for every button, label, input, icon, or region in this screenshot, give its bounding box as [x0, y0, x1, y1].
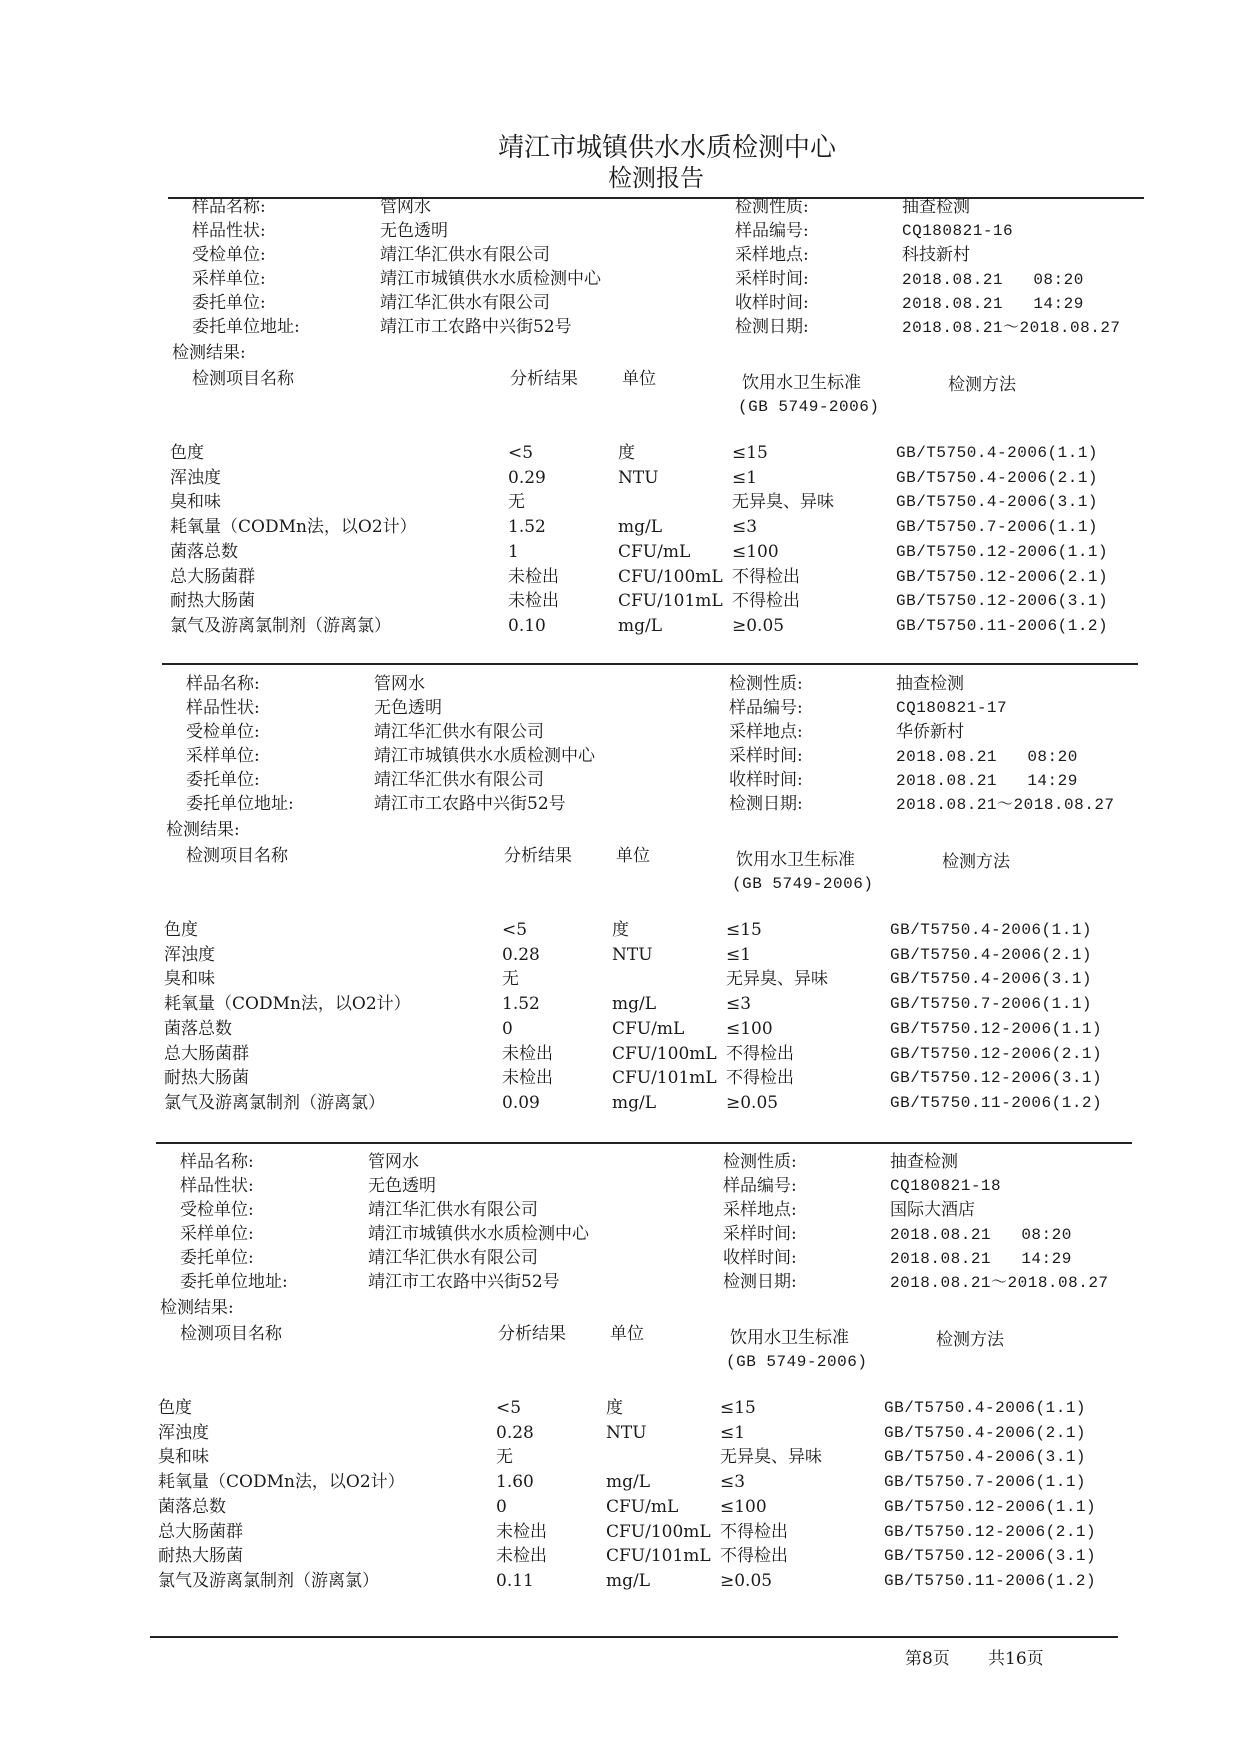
row-unit: 度 — [606, 1398, 623, 1418]
row-result: 无 — [496, 1447, 513, 1467]
label-sampling-time: 采样时间: — [729, 746, 803, 766]
row-item: 总大肠菌群 — [158, 1522, 243, 1542]
label-sampling-time: 采样时间: — [723, 1224, 797, 1244]
receiving-time: 2018.08.21 14:29 — [896, 772, 1078, 790]
row-item: 氯气及游离氯制剂（游离氯） — [158, 1571, 379, 1591]
label-sampling-site: 采样地点: — [723, 1200, 797, 1220]
row-item: 耗氧量（CODMn法，以O2计） — [158, 1472, 405, 1492]
row-standard: 不得检出 — [720, 1546, 788, 1566]
row-item: 耗氧量（CODMn法，以O2计） — [164, 994, 411, 1014]
label-inspected-unit: 受检单位: — [192, 245, 266, 265]
test-date: 2018.08.21～2018.08.27 — [896, 796, 1115, 814]
entrusting-address: 靖江市工农路中兴街52号 — [374, 794, 566, 814]
row-item: 浑浊度 — [164, 945, 215, 965]
column-standard: 饮用水卫生标准 — [742, 373, 861, 393]
row-unit: NTU — [606, 1423, 647, 1443]
row-standard: 无异臭、异味 — [720, 1447, 822, 1467]
row-unit: CFU/mL — [612, 1019, 685, 1039]
row-method: GB/T5750.4-2006(2.1) — [890, 946, 1093, 964]
row-method: GB/T5750.12-2006(1.1) — [884, 1498, 1097, 1516]
report-subtitle: 检测报告 — [608, 164, 704, 192]
row-standard: ≤15 — [732, 443, 768, 463]
entrusting-unit: 靖江华汇供水有限公司 — [380, 293, 550, 313]
row-item: 菌落总数 — [158, 1497, 226, 1517]
row-item: 耐热大肠菌 — [164, 1068, 249, 1088]
row-standard: ≤3 — [720, 1472, 746, 1492]
row-item: 耗氧量（CODMn法，以O2计） — [170, 517, 417, 537]
row-result: 无 — [502, 969, 519, 989]
test-nature: 抽查检测 — [902, 197, 970, 217]
label-entrusting-address: 委托单位地址: — [180, 1272, 288, 1292]
sample-no: CQ180821-18 — [890, 1177, 1002, 1195]
row-method: GB/T5750.4-2006(2.1) — [896, 469, 1099, 487]
row-unit: mg/L — [606, 1571, 651, 1591]
row-result: 未检出 — [502, 1068, 553, 1088]
test-nature: 抽查检测 — [890, 1152, 958, 1172]
label-sample-name: 样品名称: — [180, 1152, 254, 1172]
row-standard: ≤1 — [720, 1423, 746, 1443]
label-sampling-time: 采样时间: — [735, 269, 809, 289]
row-standard: ≤3 — [732, 517, 758, 537]
row-result: 未检出 — [496, 1546, 547, 1566]
row-method: GB/T5750.4-2006(3.1) — [890, 970, 1093, 988]
row-item: 总大肠菌群 — [170, 567, 255, 587]
column-standard-code: (GB 5749-2006) — [732, 875, 874, 893]
row-result: 1 — [508, 542, 519, 562]
column-standard-code: (GB 5749-2006) — [738, 398, 880, 416]
row-method: GB/T5750.4-2006(1.1) — [890, 921, 1093, 939]
row-result: 0.29 — [508, 468, 546, 488]
row-result: 0 — [496, 1497, 507, 1517]
row-standard: ≤15 — [720, 1398, 756, 1418]
section-rule — [156, 1142, 1132, 1144]
label-entrusting-unit: 委托单位: — [180, 1248, 254, 1268]
row-method: GB/T5750.7-2006(1.1) — [890, 995, 1093, 1013]
row-method: GB/T5750.11-2006(1.2) — [896, 617, 1109, 635]
entrusting-unit: 靖江华汇供水有限公司 — [374, 770, 544, 790]
entrusting-address: 靖江市工农路中兴街52号 — [368, 1272, 560, 1292]
row-method: GB/T5750.4-2006(1.1) — [896, 444, 1099, 462]
sampling-unit: 靖江市城镇供水水质检测中心 — [368, 1224, 589, 1244]
row-unit: NTU — [612, 945, 653, 965]
label-entrusting-unit: 委托单位: — [192, 293, 266, 313]
sampling-site: 国际大酒店 — [890, 1200, 975, 1220]
row-unit: CFU/101mL — [612, 1068, 717, 1088]
row-result: 1.60 — [496, 1472, 534, 1492]
row-unit: mg/L — [606, 1472, 651, 1492]
row-item: 浑浊度 — [170, 468, 221, 488]
row-standard: ≤1 — [726, 945, 752, 965]
sampling-time: 2018.08.21 08:20 — [902, 271, 1084, 289]
label-results: 检测结果: — [166, 820, 240, 840]
row-item: 氯气及游离氯制剂（游离氯） — [164, 1093, 385, 1113]
column-standard: 饮用水卫生标准 — [736, 850, 855, 870]
row-standard: ≥0.05 — [726, 1093, 779, 1113]
column-method: 检测方法 — [948, 375, 1016, 395]
label-results: 检测结果: — [172, 343, 246, 363]
row-method: GB/T5750.12-2006(1.1) — [896, 543, 1109, 561]
row-item: 耐热大肠菌 — [158, 1546, 243, 1566]
row-item: 总大肠菌群 — [164, 1044, 249, 1064]
sample-character: 无色透明 — [368, 1176, 436, 1196]
column-result: 分析结果 — [510, 369, 578, 389]
sample-section — [0, 673, 1234, 1143]
row-item: 臭和味 — [170, 492, 221, 512]
sample-name: 管网水 — [380, 197, 431, 217]
label-sampling-site: 采样地点: — [735, 245, 809, 265]
row-method: GB/T5750.4-2006(3.1) — [896, 493, 1099, 511]
row-result: 0.11 — [496, 1571, 534, 1591]
row-method: GB/T5750.12-2006(3.1) — [884, 1547, 1097, 1565]
column-result: 分析结果 — [498, 1324, 566, 1344]
receiving-time: 2018.08.21 14:29 — [902, 295, 1084, 313]
label-sample-name: 样品名称: — [186, 674, 260, 694]
row-result: 1.52 — [502, 994, 540, 1014]
row-unit: mg/L — [618, 616, 663, 636]
row-unit: CFU/100mL — [618, 567, 723, 587]
label-test-date: 检测日期: — [729, 794, 803, 814]
label-receiving-time: 收样时间: — [735, 293, 809, 313]
row-result: 0 — [502, 1019, 513, 1039]
inspected-unit: 靖江华汇供水有限公司 — [380, 245, 550, 265]
row-result: 0.10 — [508, 616, 546, 636]
sample-no: CQ180821-17 — [896, 699, 1008, 717]
row-unit: mg/L — [612, 994, 657, 1014]
row-unit: mg/L — [618, 517, 663, 537]
label-sample-character: 样品性状: — [180, 1176, 254, 1196]
sample-name: 管网水 — [374, 674, 425, 694]
sampling-site: 科技新村 — [902, 245, 970, 265]
row-standard: ≥0.05 — [720, 1571, 773, 1591]
row-item: 色度 — [158, 1398, 192, 1418]
row-result: 0.28 — [496, 1423, 534, 1443]
column-item: 检测项目名称 — [180, 1324, 282, 1344]
label-sampling-unit: 采样单位: — [180, 1224, 254, 1244]
row-method: GB/T5750.11-2006(1.2) — [884, 1572, 1097, 1590]
label-sampling-unit: 采样单位: — [192, 269, 266, 289]
row-method: GB/T5750.11-2006(1.2) — [890, 1094, 1103, 1112]
row-standard: 无异臭、异味 — [732, 492, 834, 512]
row-result: 1.52 — [508, 517, 546, 537]
label-sample-character: 样品性状: — [186, 698, 260, 718]
page-total: 共16页 — [988, 1649, 1044, 1669]
row-method: GB/T5750.12-2006(2.1) — [890, 1045, 1103, 1063]
entrusting-address: 靖江市工农路中兴街52号 — [380, 317, 572, 337]
row-method: GB/T5750.4-2006(3.1) — [884, 1448, 1087, 1466]
row-item: 臭和味 — [158, 1447, 209, 1467]
row-item: 色度 — [170, 443, 204, 463]
column-result: 分析结果 — [504, 846, 572, 866]
row-result: 0.28 — [502, 945, 540, 965]
label-sampling-unit: 采样单位: — [186, 746, 260, 766]
row-standard: 无异臭、异味 — [726, 969, 828, 989]
row-standard: 不得检出 — [732, 567, 800, 587]
row-result: 未检出 — [508, 567, 559, 587]
label-entrusting-address: 委托单位地址: — [192, 317, 300, 337]
column-unit: 单位 — [610, 1324, 644, 1344]
row-result: 未检出 — [496, 1522, 547, 1542]
label-test-date: 检测日期: — [723, 1272, 797, 1292]
footer-rule — [150, 1636, 1118, 1638]
row-method: GB/T5750.12-2006(3.1) — [890, 1069, 1103, 1087]
label-test-date: 检测日期: — [735, 317, 809, 337]
row-result: 未检出 — [508, 591, 559, 611]
label-inspected-unit: 受检单位: — [180, 1200, 254, 1220]
row-unit: CFU/100mL — [606, 1522, 711, 1542]
row-item: 菌落总数 — [164, 1019, 232, 1039]
row-method: GB/T5750.7-2006(1.1) — [896, 518, 1099, 536]
row-method: GB/T5750.7-2006(1.1) — [884, 1473, 1087, 1491]
column-unit: 单位 — [616, 846, 650, 866]
row-standard: 不得检出 — [720, 1522, 788, 1542]
row-item: 浑浊度 — [158, 1423, 209, 1443]
label-results: 检测结果: — [160, 1298, 234, 1318]
receiving-time: 2018.08.21 14:29 — [890, 1250, 1072, 1268]
label-sample-no: 样品编号: — [723, 1176, 797, 1196]
entrusting-unit: 靖江华汇供水有限公司 — [368, 1248, 538, 1268]
inspected-unit: 靖江华汇供水有限公司 — [368, 1200, 538, 1220]
row-item: 色度 — [164, 920, 198, 940]
row-item: 耐热大肠菌 — [170, 591, 255, 611]
row-result: <5 — [502, 920, 528, 940]
label-receiving-time: 收样时间: — [729, 770, 803, 790]
column-item: 检测项目名称 — [192, 369, 294, 389]
row-item: 菌落总数 — [170, 542, 238, 562]
column-method: 检测方法 — [942, 852, 1010, 872]
row-method: GB/T5750.4-2006(1.1) — [884, 1399, 1087, 1417]
column-standard-code: (GB 5749-2006) — [726, 1353, 868, 1371]
label-sample-name: 样品名称: — [192, 197, 266, 217]
label-sample-character: 样品性状: — [192, 221, 266, 241]
row-standard: ≤100 — [726, 1019, 773, 1039]
row-unit: mg/L — [612, 1093, 657, 1113]
label-test-nature: 检测性质: — [729, 674, 803, 694]
row-standard: ≥0.05 — [732, 616, 785, 636]
page-number: 第8页 — [905, 1649, 950, 1669]
label-sample-no: 样品编号: — [735, 221, 809, 241]
row-result: 0.09 — [502, 1093, 540, 1113]
test-date: 2018.08.21～2018.08.27 — [890, 1274, 1109, 1292]
test-nature: 抽查检测 — [896, 674, 964, 694]
column-standard: 饮用水卫生标准 — [730, 1328, 849, 1348]
row-standard: 不得检出 — [726, 1044, 794, 1064]
row-result: <5 — [496, 1398, 522, 1418]
row-unit: CFU/101mL — [618, 591, 723, 611]
row-method: GB/T5750.12-2006(2.1) — [896, 568, 1109, 586]
column-item: 检测项目名称 — [186, 846, 288, 866]
sample-character: 无色透明 — [380, 221, 448, 241]
label-test-nature: 检测性质: — [723, 1152, 797, 1172]
row-unit: NTU — [618, 468, 659, 488]
row-standard: ≤100 — [720, 1497, 767, 1517]
row-unit: CFU/101mL — [606, 1546, 711, 1566]
row-method: GB/T5750.12-2006(2.1) — [884, 1523, 1097, 1541]
report-title: 靖江市城镇供水水质检测中心 — [498, 133, 837, 163]
row-result: 无 — [508, 492, 525, 512]
row-method: GB/T5750.12-2006(3.1) — [896, 592, 1109, 610]
sampling-unit: 靖江市城镇供水水质检测中心 — [380, 269, 601, 289]
row-unit: CFU/mL — [606, 1497, 679, 1517]
row-result: <5 — [508, 443, 534, 463]
label-entrusting-address: 委托单位地址: — [186, 794, 294, 814]
row-standard: 不得检出 — [732, 591, 800, 611]
label-entrusting-unit: 委托单位: — [186, 770, 260, 790]
row-result: 未检出 — [502, 1044, 553, 1064]
row-standard: ≤100 — [732, 542, 779, 562]
row-unit: CFU/100mL — [612, 1044, 717, 1064]
section-rule — [162, 663, 1138, 665]
label-test-nature: 检测性质: — [735, 197, 809, 217]
row-method: GB/T5750.12-2006(1.1) — [890, 1020, 1103, 1038]
column-unit: 单位 — [622, 369, 656, 389]
sample-no: CQ180821-16 — [902, 222, 1014, 240]
sample-section — [0, 1151, 1228, 1621]
sample-name: 管网水 — [368, 1152, 419, 1172]
label-sampling-site: 采样地点: — [729, 722, 803, 742]
sample-character: 无色透明 — [374, 698, 442, 718]
sample-section — [0, 196, 1240, 666]
row-unit: 度 — [618, 443, 635, 463]
sampling-time: 2018.08.21 08:20 — [890, 1226, 1072, 1244]
row-standard: 不得检出 — [726, 1068, 794, 1088]
row-unit: 度 — [612, 920, 629, 940]
column-method: 检测方法 — [936, 1330, 1004, 1350]
label-sample-no: 样品编号: — [729, 698, 803, 718]
label-receiving-time: 收样时间: — [723, 1248, 797, 1268]
sampling-site: 华侨新村 — [896, 722, 964, 742]
row-item: 氯气及游离氯制剂（游离氯） — [170, 616, 391, 636]
inspected-unit: 靖江华汇供水有限公司 — [374, 722, 544, 742]
test-date: 2018.08.21～2018.08.27 — [902, 319, 1121, 337]
row-method: GB/T5750.4-2006(2.1) — [884, 1424, 1087, 1442]
row-standard: ≤3 — [726, 994, 752, 1014]
label-inspected-unit: 受检单位: — [186, 722, 260, 742]
row-unit: CFU/mL — [618, 542, 691, 562]
row-standard: ≤1 — [732, 468, 758, 488]
sampling-unit: 靖江市城镇供水水质检测中心 — [374, 746, 595, 766]
row-standard: ≤15 — [726, 920, 762, 940]
row-item: 臭和味 — [164, 969, 215, 989]
sampling-time: 2018.08.21 08:20 — [896, 748, 1078, 766]
